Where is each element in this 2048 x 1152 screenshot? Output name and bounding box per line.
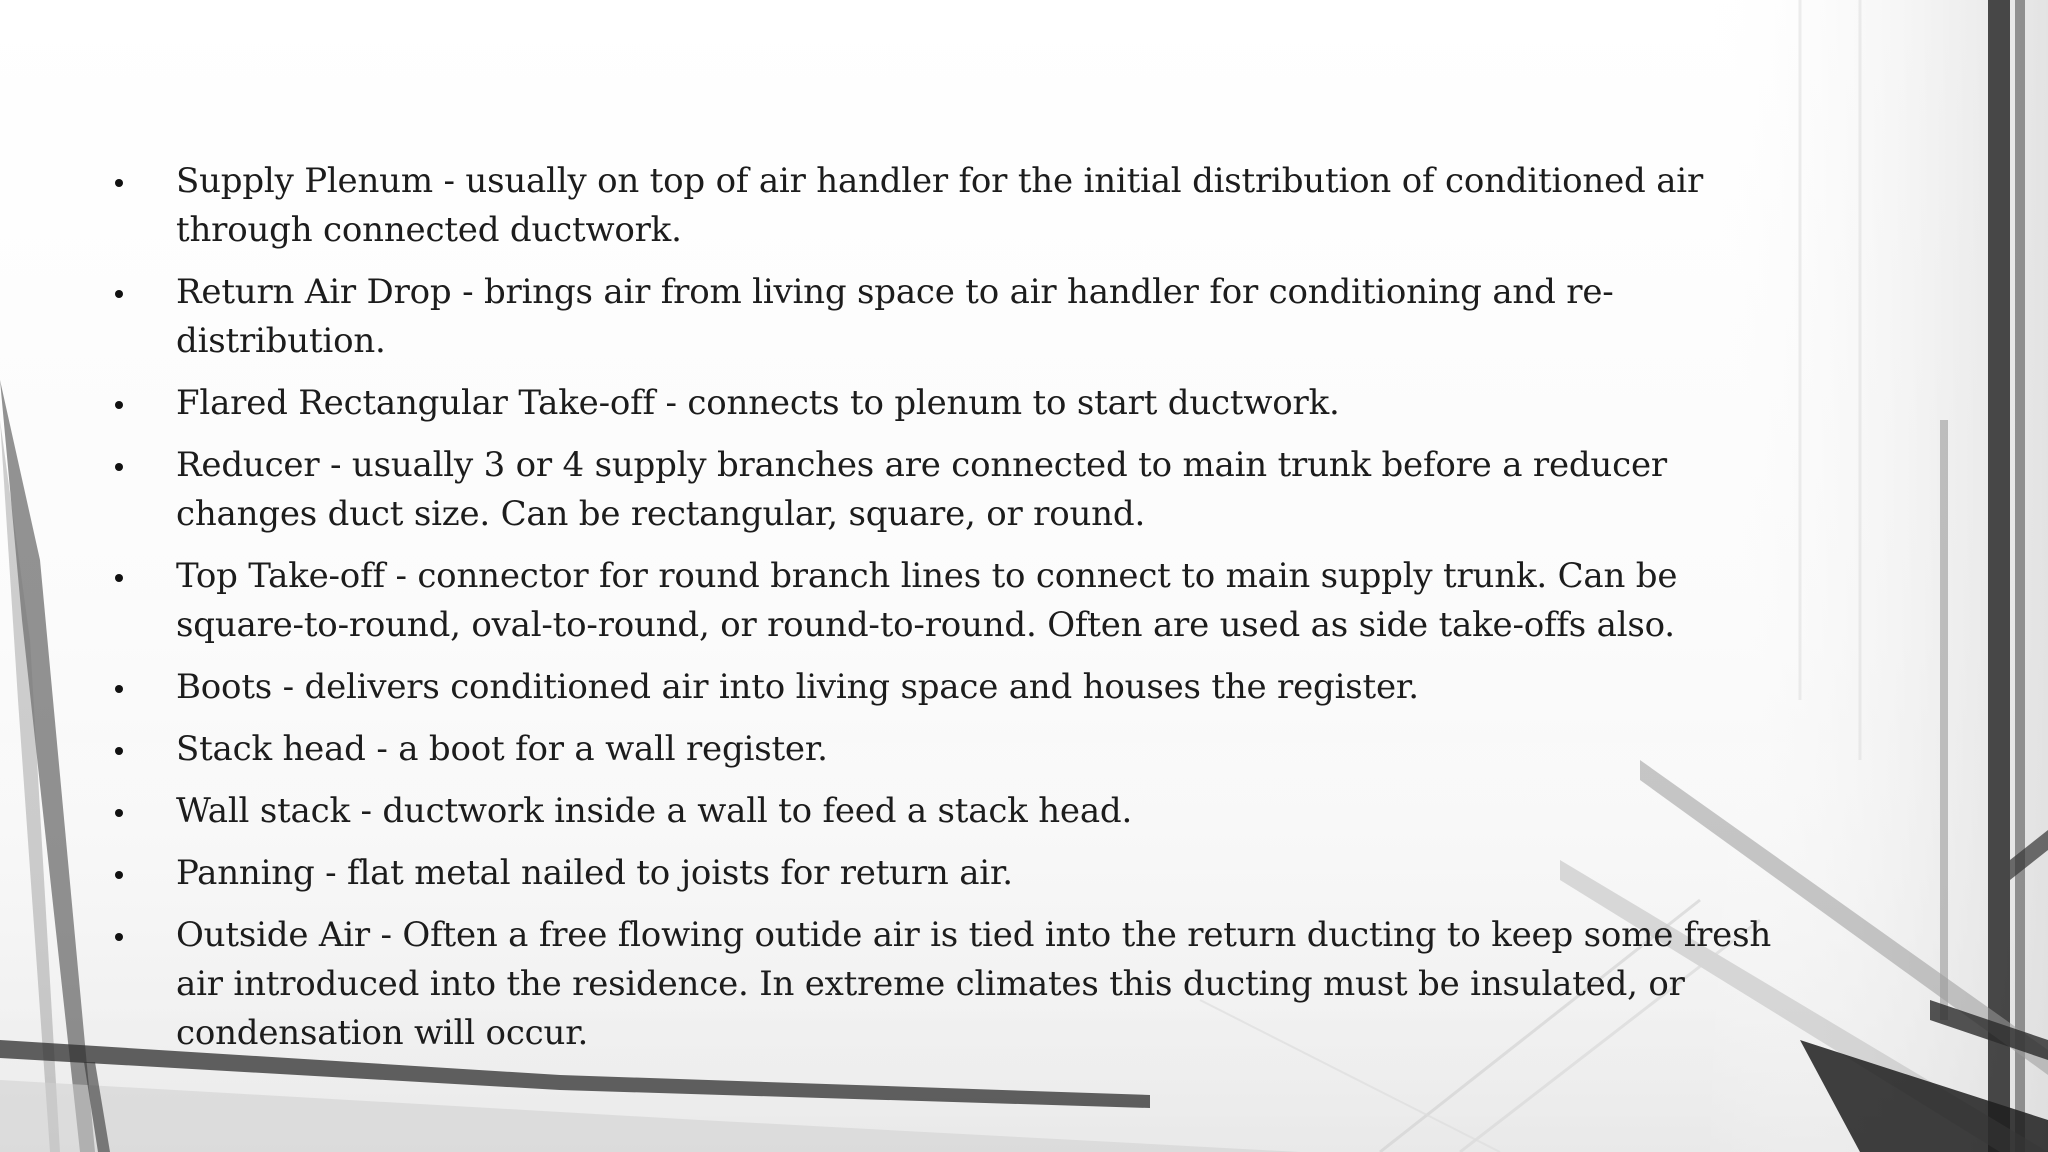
list-item-text: Flared Rectangular Take-off - connects to plenum to start ductwork. [176,383,1340,423]
bullet-icon [115,290,123,298]
list-item-text: Supply Plenum - usually on top of air handler for the initial distribution of conditioned air through connected ductwork. [176,161,1704,250]
bullet-icon [115,809,123,817]
list-item [115,157,1815,255]
bullet-icon [115,747,123,755]
list-item-text: Top Take-off - connector for round branch lines to connect to main supply trunk. Can be square-to-round, oval-to-round, or round-to-round. Often are used as side take-offs also. [176,556,1678,645]
list-item [115,725,1815,774]
component-bullet-list [115,157,1815,1058]
list-item [115,849,1815,898]
bullet-icon [115,179,123,187]
list-item-text: Stack head - a boot for a wall register. [176,729,828,769]
bullet-icon [115,401,123,409]
list-item [115,441,1815,539]
list-item [115,787,1815,836]
list-item-text: Outside Air - Often a free flowing outide air is tied into the return ducting to keep some fresh air introduced into the residence. In extreme climates this ducting must be insulated, or condensation will occur. [176,915,1772,1053]
list-item-text: Reducer - usually 3 or 4 supply branches are connected to main trunk before a reducer changes duct size. Can be rectangular, square, or round. [176,445,1667,534]
list-item [115,379,1815,428]
bullet-icon [115,933,123,941]
list-item-text: Panning - flat metal nailed to joists for return air. [176,853,1013,893]
bullet-icon [115,574,123,582]
bullet-icon [115,463,123,471]
list-item-text: Boots - delivers conditioned air into living space and houses the register. [176,667,1419,707]
bullet-icon [115,685,123,693]
list-item-text: Return Air Drop - brings air from living space to air handler for conditioning and re-distribution. [176,272,1614,361]
slide-body [115,157,1815,1071]
list-item [115,663,1815,712]
list-item [115,911,1815,1058]
bullet-icon [115,871,123,879]
list-item [115,552,1815,650]
list-item-text: Wall stack - ductwork inside a wall to feed a stack head. [176,791,1133,831]
list-item [115,268,1815,366]
